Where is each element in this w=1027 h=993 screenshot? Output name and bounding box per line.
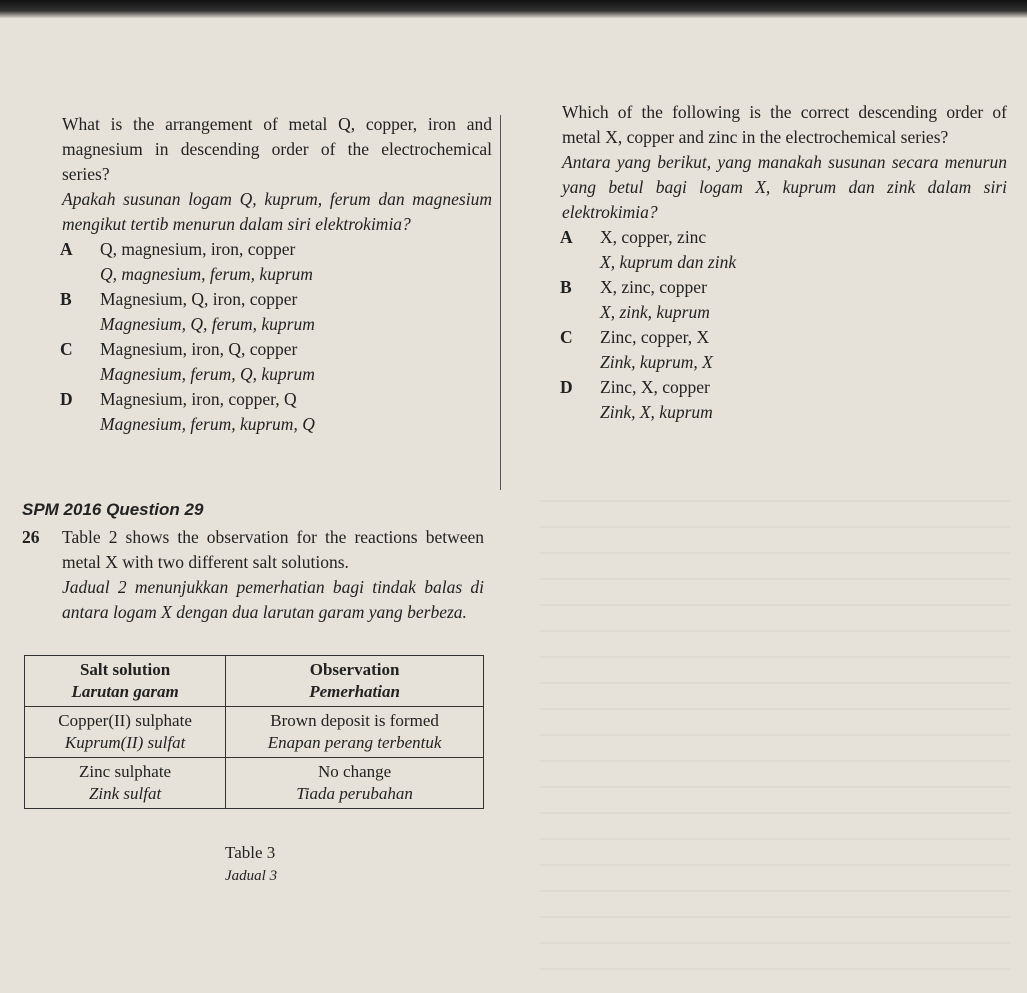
option-a[interactable]: A X, copper, zinc X, kuprum dan zink	[560, 227, 737, 272]
option-ms: X, kuprum dan zink	[600, 252, 737, 272]
question-text-ms: Antara yang berikut, yang manakah susunan secara menurun yang betul bagi logam X, kuprum dan zink dalam siri elektrokimia?	[562, 152, 1007, 222]
option-ms: Zink, kuprum, X	[600, 352, 713, 372]
table-header-row	[25, 656, 484, 707]
top-shadow	[0, 0, 1027, 18]
table-cell: Zinc sulphate Zink sulfat	[25, 758, 226, 809]
option-ms: Magnesium, ferum, Q, kuprum	[100, 364, 315, 384]
option-en: Magnesium, iron, copper, Q	[100, 389, 297, 409]
source-heading: SPM 2016 Question 29	[22, 500, 204, 519]
option-b[interactable]: B Magnesium, Q, iron, copper Magnesium, Q, ferum, kuprum	[60, 289, 315, 334]
option-en: Magnesium, Q, iron, copper	[100, 289, 298, 309]
header-cell: Observation Pemerhatian	[226, 656, 484, 707]
option-ms: Zink, X, kuprum	[600, 402, 713, 422]
option-ms: Q, magnesium, ferum, kuprum	[100, 264, 313, 284]
question-text-ms: Jadual 2 menunjukkan pemerhatian bagi tindak balas di antara logam X dengan dua larutan garam yang berbeza.	[62, 577, 484, 622]
option-en: X, copper, zinc	[600, 227, 707, 247]
header-cell: Salt solution Larutan garam	[25, 656, 226, 707]
option-b[interactable]: B X, zinc, copper X, zink, kuprum	[560, 277, 710, 322]
question-text-en: Table 2 shows the observation for the reactions between metal X with two different salt solutions.	[62, 527, 484, 572]
option-en: X, zinc, copper	[600, 277, 707, 297]
table-cell: Copper(II) sulphate Kuprum(II) sulfat	[25, 707, 226, 758]
option-ms: Magnesium, ferum, kuprum, Q	[100, 414, 315, 434]
question-text-en: Which of the following is the correct descending order of metal X, copper and zinc in the electrochemical series?	[562, 102, 1007, 147]
question-text-en: What is the arrangement of metal Q, copper, iron and magnesium in descending order of the electrochemical series?	[62, 114, 492, 184]
table-row	[25, 707, 484, 758]
observation-table	[24, 655, 484, 809]
question-number: 26	[22, 527, 40, 547]
option-a[interactable]: A Q, magnesium, iron, copper Q, magnesium, ferum, kuprum	[60, 239, 313, 284]
option-en: Magnesium, iron, Q, copper	[100, 339, 298, 359]
table-cell: No change Tiada perubahan	[226, 758, 484, 809]
question-text-ms: Apakah susunan logam Q, kuprum, ferum dan magnesium mengikut tertib menurun dalam siri elektrokimia?	[62, 189, 492, 234]
option-d[interactable]: D Zinc, X, copper Zink, X, kuprum	[560, 377, 713, 422]
option-d[interactable]: D Magnesium, iron, copper, Q Magnesium, ferum, kuprum, Q	[60, 389, 315, 434]
bleed-through	[540, 500, 1010, 970]
option-ms: Magnesium, Q, ferum, kuprum	[100, 314, 315, 334]
question-right	[562, 100, 1007, 425]
option-c[interactable]: C Zinc, copper, X Zink, kuprum, X	[560, 327, 713, 372]
table-caption: Table 3 Jadual 3	[225, 843, 278, 884]
column-divider	[500, 115, 501, 490]
table-cell: Brown deposit is formed Enapan perang terbentuk	[226, 707, 484, 758]
option-en: Q, magnesium, iron, copper	[100, 239, 296, 259]
question-left	[62, 112, 492, 437]
option-ms: X, zink, kuprum	[600, 302, 710, 322]
option-en: Zinc, copper, X	[600, 327, 710, 347]
option-en: Zinc, X, copper	[600, 377, 710, 397]
question-26	[22, 525, 484, 625]
table-row	[25, 758, 484, 809]
option-c[interactable]: C Magnesium, iron, Q, copper Magnesium, ferum, Q, kuprum	[60, 339, 315, 384]
